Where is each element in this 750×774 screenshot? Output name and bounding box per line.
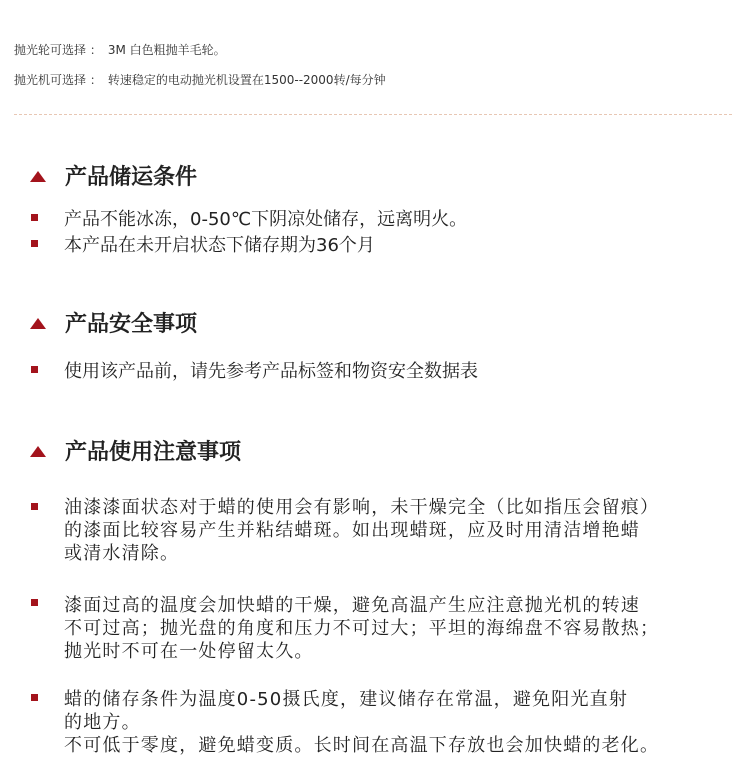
paragraph-line: 或清水清除。 xyxy=(64,543,180,564)
section-heading-usage xyxy=(30,435,241,466)
paragraph xyxy=(64,688,659,757)
bullet-square-icon xyxy=(31,214,38,221)
triangle-icon xyxy=(30,318,46,329)
paragraph-line: 油漆漆面状态对于蜡的使用会有影响，未干燥完全（比如指压会留痕） xyxy=(64,497,660,518)
bullet-square-icon xyxy=(31,694,38,701)
section-title: 产品储运条件 xyxy=(65,165,198,190)
paragraph-line: 的地方。 xyxy=(64,712,141,733)
polisher-line xyxy=(14,71,386,88)
paragraph-line: 漆面过高的温度会加快蜡的干燥，避免高温产生应注意抛光机的转速 xyxy=(64,595,640,616)
polisher-value: 转速稳定的电动抛光机设置在1500--2000转/每分钟 xyxy=(107,73,386,87)
triangle-icon xyxy=(30,171,46,182)
polish-wheel-label: 抛光轮可选择 ： xyxy=(14,43,102,57)
triangle-icon xyxy=(30,446,46,457)
list-item: 本产品在未开启状态下储存期为36个月 xyxy=(64,235,375,256)
section-heading-safety xyxy=(30,307,197,338)
paragraph-line: 不可过高；抛光盘的角度和压力不可过大；平坦的海绵盘不容易散热； xyxy=(64,618,660,639)
bullet-square-icon xyxy=(31,366,38,373)
section-title: 产品安全事项 xyxy=(65,312,198,337)
paragraph xyxy=(64,496,659,565)
section-heading-storage xyxy=(30,160,197,191)
polisher-label: 抛光机可选择 ： xyxy=(14,73,102,87)
list-item: 使用该产品前，请先参考产品标签和物资安全数据表 xyxy=(64,361,478,382)
bullet-square-icon xyxy=(31,599,38,606)
paragraph-line: 抛光时不可在一处停留太久。 xyxy=(64,641,314,662)
bullet-square-icon xyxy=(31,503,38,510)
paragraph-line: 蜡的储存条件为温度0-50摄氏度，建议储存在常温，避免阳光直射 xyxy=(64,689,629,710)
polish-wheel-line xyxy=(14,41,226,58)
list-item: 产品不能冰冻，0-50℃下阴凉处储存，远离明火。 xyxy=(64,209,468,230)
section-title: 产品使用注意事项 xyxy=(65,440,242,465)
paragraph-line: 不可低于零度，避免蜡变质。长时间在高温下存放也会加快蜡的老化。 xyxy=(64,735,660,756)
bullet-square-icon xyxy=(31,240,38,247)
paragraph-line: 的漆面比较容易产生并粘结蜡斑。如出现蜡斑，应及时用清洁增艳蜡 xyxy=(64,520,640,541)
paragraph xyxy=(64,594,659,663)
polish-wheel-value: 3M 白色粗抛羊毛轮。 xyxy=(107,43,226,57)
dashed-divider xyxy=(14,114,732,115)
